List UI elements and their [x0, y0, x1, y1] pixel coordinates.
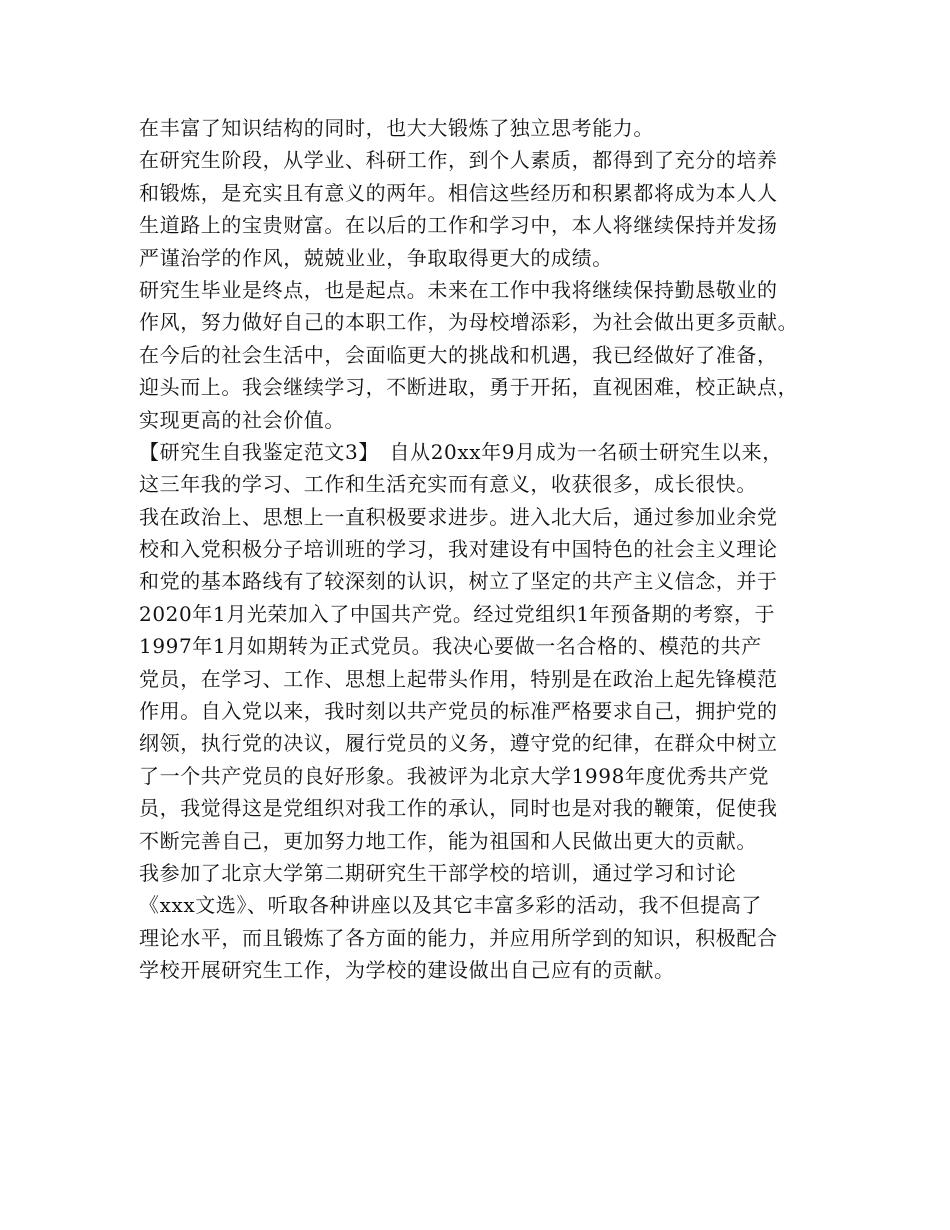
- text-line: 了一个共产党员的良好形象。我被评为北京大学1998年度优秀共产党: [139, 763, 770, 788]
- text-line: 党员，在学习、工作、思想上起带头作用，特别是在政治上起先锋模范: [139, 666, 778, 691]
- text-line: 1997年1月如期转为正式党员。我决心要做一名合格的、模范的共产: [139, 634, 762, 659]
- text-line: 《xxx文选》、听取各种讲座以及其它丰富多彩的活动，我不但提高了: [139, 893, 763, 918]
- section-heading-line: 【研究生自我鉴定范文3】 自从20xx年9月成为一名硕士研究生以来，: [139, 439, 783, 464]
- text-line: 研究生毕业是终点，也是起点。未来在工作中我将继续保持勤恳敬业的: [139, 277, 778, 302]
- text-line: 在今后的社会生活中，会面临更大的挑战和机遇，我已经做好了准备，: [139, 342, 778, 367]
- text-line: 2020年1月光荣加入了中国共产党。经过党组织1年预备期的考察，于: [139, 601, 776, 626]
- text-line: 和锻炼，是充实且有意义的两年。相信这些经历和积累都将成为本人人: [139, 180, 778, 205]
- text-line: 纲领，执行党的决议，履行党员的义务，遵守党的纪律，在群众中树立: [139, 731, 778, 756]
- document-body: [139, 112, 839, 987]
- text-line: 作风，努力做好自己的本职工作，为母校增添彩，为社会做出更多贡献。: [139, 310, 799, 335]
- text-line: 实现更高的社会价值。: [139, 407, 345, 432]
- text-line: 严谨治学的作风，兢兢业业，争取取得更大的成绩。: [139, 245, 613, 270]
- text-line: 作用。自入党以来，我时刻以共产党员的标准严格要求自己，拥护党的: [139, 699, 778, 724]
- text-line: 这三年我的学习、工作和生活充实而有意义，收获很多，成长很快。: [139, 472, 757, 497]
- text-line: 生道路上的宝贵财富。在以后的工作和学习中，本人将继续保持并发扬: [139, 213, 778, 238]
- text-line: 和党的基本路线有了较深刻的认识，树立了坚定的共产主义信念，并于: [139, 569, 778, 594]
- text-line: 校和入党积极分子培训班的学习，我对建设有中国特色的社会主义理论: [139, 537, 778, 562]
- text-line: 我参加了北京大学第二期研究生干部学校的培训，通过学习和讨论: [139, 860, 737, 885]
- text-line: 在研究生阶段，从学业、科研工作，到个人素质，都得到了充分的培养: [139, 148, 778, 173]
- text-line: 我在政治上、思想上一直积极要求进步。进入北大后，通过参加业余党: [139, 504, 778, 529]
- text-line: 不断完善自己，更加努力地工作，能为祖国和人民做出更大的贡献。: [139, 828, 757, 853]
- text-line: 员，我觉得这是党组织对我工作的承认，同时也是对我的鞭策，促使我: [139, 796, 778, 821]
- text-line: 在丰富了知识结构的同时，也大大锻炼了独立思考能力。: [139, 116, 654, 140]
- text-line: 理论水平，而且锻炼了各方面的能力，并应用所学到的知识，积极配合: [139, 925, 778, 950]
- text-line: 学校开展研究生工作，为学校的建设做出自己应有的贡献。: [139, 958, 675, 983]
- text-line: 迎头而上。我会继续学习，不断进取，勇于开拓，直视困难，校正缺点，: [139, 375, 799, 400]
